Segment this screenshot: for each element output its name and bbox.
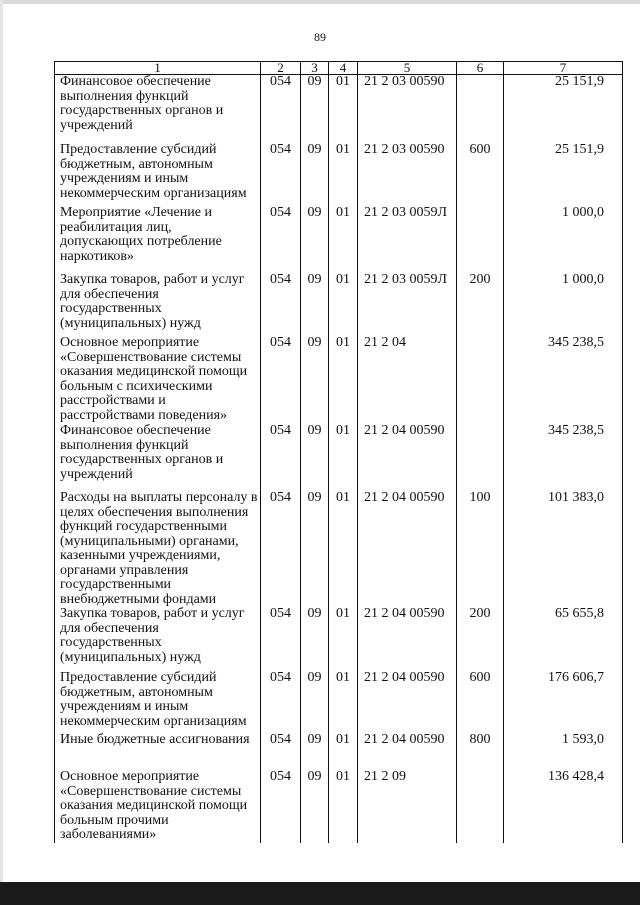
table-row: [55, 143, 623, 206]
row-code-subsection: 01: [329, 607, 358, 671]
row-code-ministry: 054: [261, 336, 301, 424]
row-code-target: 21 2 04: [358, 336, 457, 424]
row-code-target: 21 2 09: [358, 770, 457, 843]
header-cell-1: 1: [55, 62, 261, 75]
table-row: [55, 424, 623, 491]
row-code-subsection: 01: [329, 733, 358, 770]
table-row: [55, 336, 623, 424]
table-row: [55, 206, 623, 273]
scan-edge-top: [0, 0, 640, 4]
row-code-subsection: 01: [329, 770, 358, 843]
row-code-ministry: 054: [261, 424, 301, 491]
row-code-ministry: 054: [261, 733, 301, 770]
row-name: Расходы на выплаты персоналу в целях обеспечения выполнения функций государственными (муниципальными) органами, казенными учреждениями, органами управления государственными внебюджетными фондами: [55, 491, 261, 607]
row-code-section: 09: [301, 143, 329, 206]
row-code-type: 100: [457, 491, 504, 607]
row-code-ministry: 054: [261, 671, 301, 733]
header-cell-6: 6: [457, 62, 504, 75]
row-name: Закупка товаров, работ и услуг для обеспечения государственных (муниципальных) нужд: [55, 607, 261, 671]
row-code-ministry: 054: [261, 607, 301, 671]
row-code-type: [457, 770, 504, 843]
row-code-type: [457, 424, 504, 491]
row-code-section: 09: [301, 273, 329, 336]
row-code-target: 21 2 04 00590: [358, 424, 457, 491]
row-amount: 25 151,9: [504, 143, 623, 206]
row-name: Финансовое обеспечение выполнения функций государственных органов и учреждений: [55, 424, 261, 491]
row-code-section: 09: [301, 75, 329, 144]
row-code-type: [457, 336, 504, 424]
scan-edge-bottom: [0, 882, 640, 905]
row-code-subsection: 01: [329, 143, 358, 206]
row-name: Предоставление субсидий бюджетным, автономным учреждениям и иным некоммерческим организациям: [55, 143, 261, 206]
row-code-type: 600: [457, 143, 504, 206]
row-code-ministry: 054: [261, 273, 301, 336]
row-amount: 1 593,0: [504, 733, 623, 770]
row-amount: 25 151,9: [504, 75, 623, 144]
table-row: [55, 75, 623, 144]
row-code-target: 21 2 04 00590: [358, 671, 457, 733]
row-code-target: 21 2 04 00590: [358, 491, 457, 607]
row-code-target: 21 2 03 00590: [358, 75, 457, 144]
row-code-type: [457, 75, 504, 144]
header-cell-5: 5: [358, 62, 457, 75]
row-code-section: 09: [301, 491, 329, 607]
row-name: Основное мероприятие «Совершенствование системы оказания медицинской помощи больным прочими заболеваниями»: [55, 770, 261, 843]
row-code-type: 600: [457, 671, 504, 733]
row-name: Мероприятие «Лечение и реабилитация лиц, допускающих потребление наркотиков»: [55, 206, 261, 273]
row-code-target: 21 2 03 0059Л: [358, 206, 457, 273]
row-code-ministry: 054: [261, 206, 301, 273]
row-code-subsection: 01: [329, 273, 358, 336]
row-code-section: 09: [301, 424, 329, 491]
row-name: Предоставление субсидий бюджетным, автономным учреждениям и иным некоммерческим организациям: [55, 671, 261, 733]
row-amount: 345 238,5: [504, 336, 623, 424]
row-amount: 65 655,8: [504, 607, 623, 671]
row-code-subsection: 01: [329, 75, 358, 144]
row-code-subsection: 01: [329, 206, 358, 273]
row-code-subsection: 01: [329, 336, 358, 424]
header-cell-4: 4: [329, 62, 358, 75]
row-name: Иные бюджетные ассигнования: [55, 733, 261, 770]
row-code-section: 09: [301, 607, 329, 671]
row-code-target: 21 2 03 0059Л: [358, 273, 457, 336]
row-amount: 1 000,0: [504, 206, 623, 273]
row-code-target: 21 2 04 00590: [358, 607, 457, 671]
row-code-section: 09: [301, 733, 329, 770]
row-name: Закупка товаров, работ и услуг для обеспечения государственных (муниципальных) нужд: [55, 273, 261, 336]
header-cell-2: 2: [261, 62, 301, 75]
row-code-section: 09: [301, 770, 329, 843]
row-name: Основное мероприятие «Совершенствование системы оказания медицинской помощи больным с психическими расстройствами и расстройствами поведения»: [55, 336, 261, 424]
row-code-target: 21 2 04 00590: [358, 733, 457, 770]
table-row: [55, 733, 623, 770]
row-code-type: 800: [457, 733, 504, 770]
scan-edge-left: [0, 0, 3, 905]
row-code-ministry: 054: [261, 491, 301, 607]
row-code-type: 200: [457, 607, 504, 671]
row-amount: 136 428,4: [504, 770, 623, 843]
row-code-type: 200: [457, 273, 504, 336]
page-number: 89: [314, 30, 326, 44]
row-amount: 101 383,0: [504, 491, 623, 607]
row-code-type: [457, 206, 504, 273]
header-row: [55, 62, 623, 75]
row-code-ministry: 054: [261, 75, 301, 144]
row-amount: 176 606,7: [504, 671, 623, 733]
row-code-subsection: 01: [329, 424, 358, 491]
row-code-section: 09: [301, 336, 329, 424]
row-code-target: 21 2 03 00590: [358, 143, 457, 206]
table-row: [55, 607, 623, 671]
table-row: [55, 273, 623, 336]
row-code-ministry: 054: [261, 143, 301, 206]
header-cell-3: 3: [301, 62, 329, 75]
budget-table: [54, 61, 623, 843]
table-row: [55, 770, 623, 843]
row-name: Финансовое обеспечение выполнения функций государственных органов и учреждений: [55, 75, 261, 144]
row-code-section: 09: [301, 671, 329, 733]
table-row: [55, 671, 623, 733]
header-cell-7: 7: [504, 62, 623, 75]
row-code-subsection: 01: [329, 491, 358, 607]
row-code-section: 09: [301, 206, 329, 273]
row-code-subsection: 01: [329, 671, 358, 733]
row-amount: 1 000,0: [504, 273, 623, 336]
table-row: [55, 491, 623, 607]
row-code-ministry: 054: [261, 770, 301, 843]
row-amount: 345 238,5: [504, 424, 623, 491]
